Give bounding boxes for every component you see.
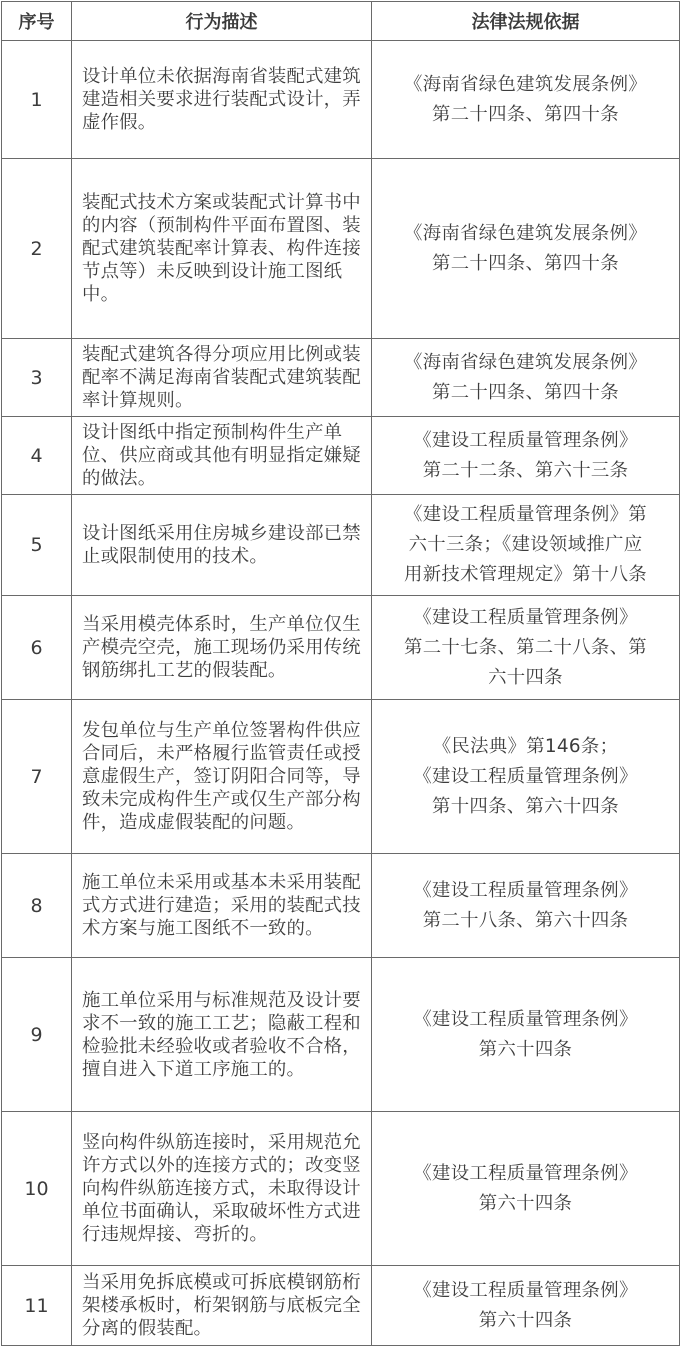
row-description: 当采用免拆底模或可拆底模钢筋桁架楼承板时，桁架钢筋与底板完全分离的假装配。 xyxy=(72,1266,372,1346)
row-description: 发包单位与生产单位签署构件供应合同后，未严格履行监管责任或授意虚假生产，签订阴阳合同等，导致未完成构件生产或仅生产部分构件，造成虚假装配的问题。 xyxy=(72,700,372,854)
row-number: 6 xyxy=(2,596,72,700)
row-number: 11 xyxy=(2,1266,72,1346)
table-row xyxy=(2,339,680,417)
table-row xyxy=(2,495,680,596)
row-legal-basis xyxy=(372,854,680,958)
row-number: 8 xyxy=(2,854,72,958)
table-row xyxy=(2,417,680,495)
legal-basis-line: 《建设工程质量管理条例》 xyxy=(413,765,638,787)
legal-basis-line: 《建设工程质量管理条例》第 xyxy=(404,504,647,525)
row-description: 当采用模壳体系时，生产单位仅生产模壳空壳，施工现场仍采用传统钢筋绑扎工艺的假装配。 xyxy=(72,596,372,700)
row-legal-basis xyxy=(372,41,680,159)
table-body xyxy=(2,41,680,1346)
row-description: 设计图纸中指定预制构件生产单位、供应商或其他有明显指定嫌疑的做法。 xyxy=(72,417,372,495)
legal-basis-line: 第六十四条 xyxy=(478,1192,573,1214)
table-row xyxy=(2,958,680,1112)
row-number: 1 xyxy=(2,41,72,159)
legal-basis-line: 《建设工程质量管理条例》 xyxy=(413,606,638,628)
legal-basis-line: 第二十二条、第六十三条 xyxy=(422,459,629,481)
header-legal-basis: 法律法规依据 xyxy=(372,2,680,41)
row-legal-basis xyxy=(372,1112,680,1266)
legal-basis-line: 《海南省绿色建筑发展条例》 xyxy=(404,73,647,95)
header-number: 序号 xyxy=(2,2,72,41)
row-number: 3 xyxy=(2,339,72,417)
row-legal-basis xyxy=(372,700,680,854)
row-legal-basis xyxy=(372,339,680,417)
regulation-table xyxy=(1,1,680,1346)
row-description: 竖向构件纵筋连接时，采用规范允许方式以外的连接方式的；改变竖向构件纵筋连接方式，未取得设计单位书面确认，采取破坏性方式进行违规焊接、弯折的。 xyxy=(72,1112,372,1266)
row-description: 施工单位未采用或基本未采用装配式方式进行建造；采用的装配式技术方案与施工图纸不一致的。 xyxy=(72,854,372,958)
row-legal-basis xyxy=(372,958,680,1112)
legal-basis-line: 《海南省绿色建筑发展条例》 xyxy=(404,351,647,373)
table-row xyxy=(2,1112,680,1266)
row-legal-basis xyxy=(372,159,680,339)
row-number: 9 xyxy=(2,958,72,1112)
legal-basis-line: 用新技术管理规定》第十八条 xyxy=(404,564,647,585)
table-row xyxy=(2,41,680,159)
legal-basis-line: 《建设工程质量管理条例》 xyxy=(413,1008,638,1030)
legal-basis-line: 第十四条、第六十四条 xyxy=(432,795,619,817)
table-row xyxy=(2,700,680,854)
row-legal-basis xyxy=(372,417,680,495)
row-number: 7 xyxy=(2,700,72,854)
table-row xyxy=(2,854,680,958)
legal-basis-line: 《海南省绿色建筑发展条例》 xyxy=(404,222,647,244)
row-description: 施工单位采用与标准规范及设计要求不一致的施工工艺；隐蔽工程和检验批未经验收或者验收不合格，擅自进入下道工序施工的。 xyxy=(72,958,372,1112)
row-legal-basis xyxy=(372,596,680,700)
legal-basis-line: 《建设工程质量管理条例》 xyxy=(413,429,638,451)
legal-basis-line: 六十三条；《建设领域推广应 xyxy=(408,534,643,555)
row-description: 装配式技术方案或装配式计算书中的内容（预制构件平面布置图、装配式建筑装配率计算表、构件连接节点等）未反映到设计施工图纸中。 xyxy=(72,159,372,339)
row-number: 2 xyxy=(2,159,72,339)
row-number: 10 xyxy=(2,1112,72,1266)
header-behavior: 行为描述 xyxy=(72,2,372,41)
legal-basis-line: 六十四条 xyxy=(488,666,563,688)
legal-basis-line: 《建设工程质量管理条例》 xyxy=(413,1162,638,1184)
table-header-row xyxy=(2,2,680,41)
table-row xyxy=(2,159,680,339)
legal-basis-line: 第二十四条、第四十条 xyxy=(432,252,619,274)
legal-basis-line: 《建设工程质量管理条例》 xyxy=(413,1279,638,1301)
row-description: 设计单位未依据海南省装配式建筑建造相关要求进行装配式设计，弄虚作假。 xyxy=(72,41,372,159)
row-number: 4 xyxy=(2,417,72,495)
legal-basis-line: 《民法典》第146条； xyxy=(432,735,619,757)
row-legal-basis xyxy=(372,495,680,596)
table-row xyxy=(2,596,680,700)
legal-basis-line: 第二十四条、第四十条 xyxy=(432,381,619,403)
row-description: 设计图纸采用住房城乡建设部已禁止或限制使用的技术。 xyxy=(72,495,372,596)
row-number: 5 xyxy=(2,495,72,596)
row-description: 装配式建筑各得分项应用比例或装配率不满足海南省装配式建筑装配率计算规则。 xyxy=(72,339,372,417)
legal-basis-line: 第六十四条 xyxy=(478,1309,573,1331)
legal-basis-line: 第二十四条、第四十条 xyxy=(432,103,619,125)
legal-basis-line: 第六十四条 xyxy=(478,1038,573,1060)
legal-basis-line: 第二十七条、第二十八条、第 xyxy=(404,636,647,658)
legal-basis-line: 《建设工程质量管理条例》 xyxy=(413,879,638,901)
legal-basis-line: 第二十八条、第六十四条 xyxy=(422,909,629,931)
